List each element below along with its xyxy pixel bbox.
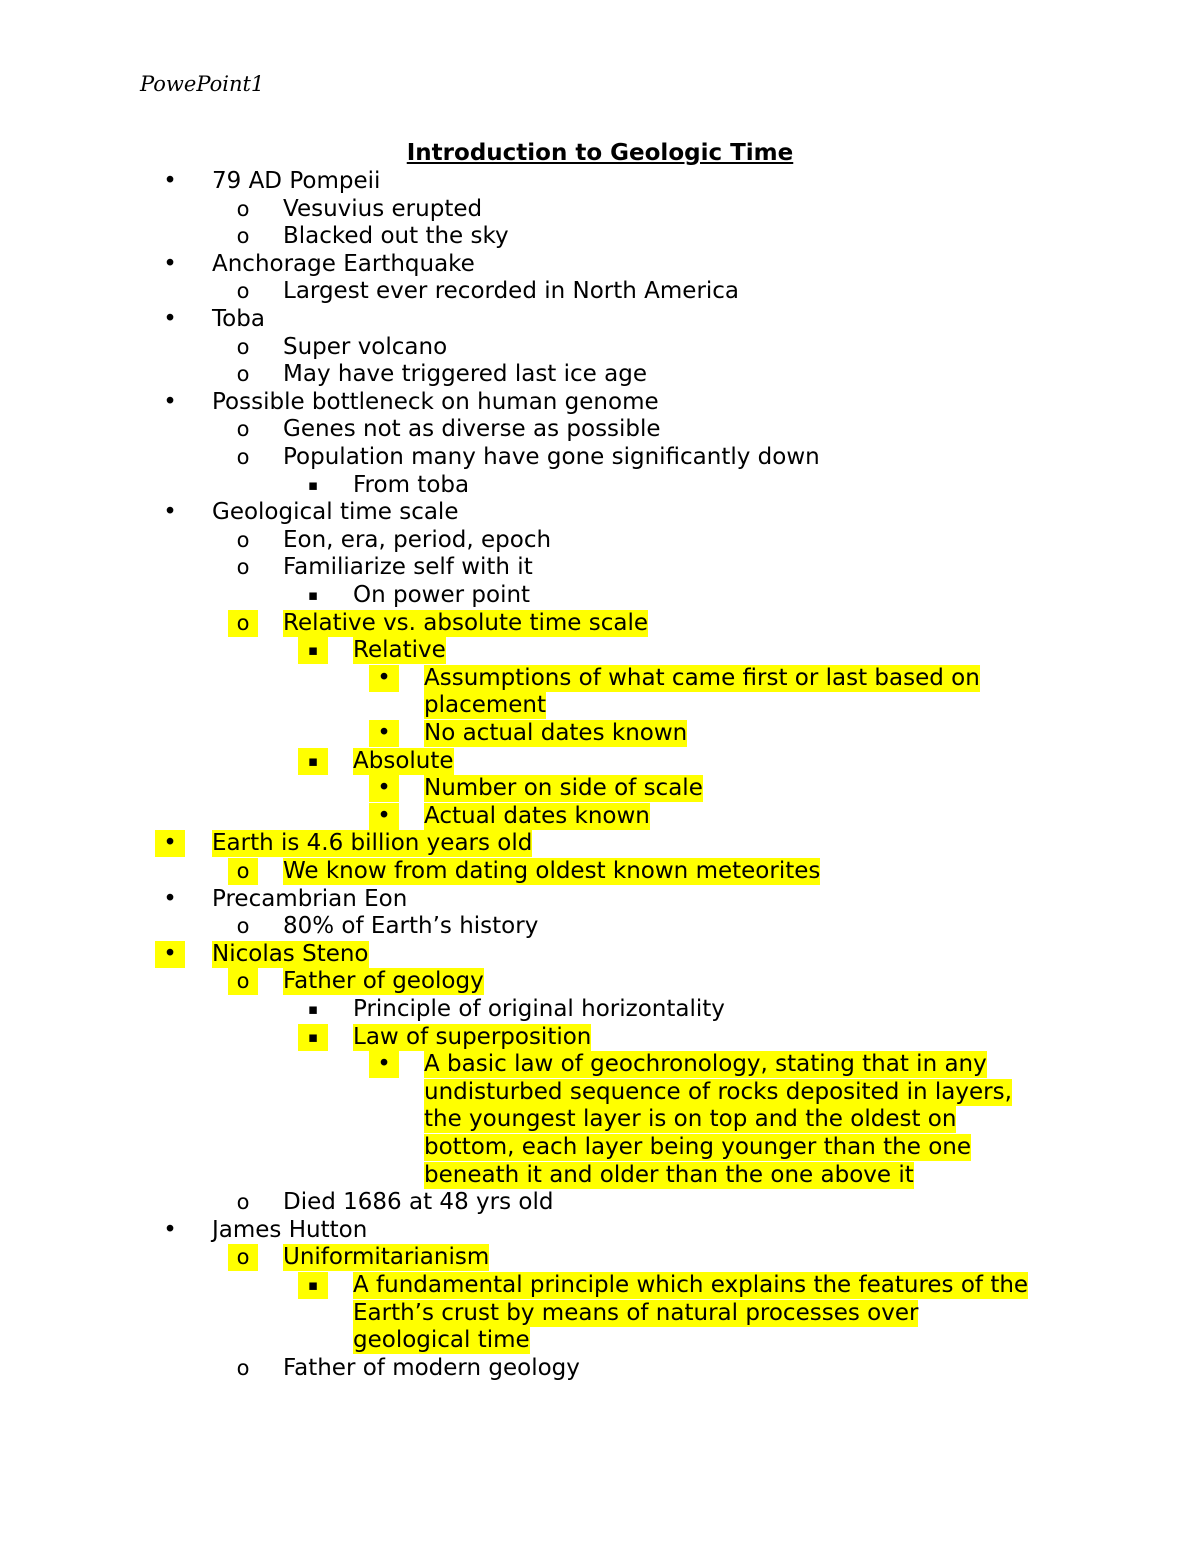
outline-item-text: Blacked out the sky (283, 223, 509, 250)
bullet-marker: o (236, 555, 250, 580)
outline-item-text: May have triggered last ice age (283, 361, 647, 388)
bullet-marker: ▪ (307, 1000, 319, 1018)
bullet-marker: • (163, 306, 177, 332)
bullet-marker: ▪ (298, 637, 328, 664)
outline-item-text: Super volcano (283, 333, 448, 360)
bullet-marker: o (236, 334, 250, 359)
outline-item-text: the youngest layer is on top and the oldest on (424, 1106, 957, 1133)
outline-item-text: undisturbed sequence of rocks deposited in layers, (424, 1078, 1012, 1105)
outline-item-text: Absolute (353, 747, 454, 774)
outline-item-text: 80% of Earth’s history (283, 913, 539, 940)
bullet-marker: • (369, 775, 399, 802)
bullet-marker: • (163, 388, 177, 415)
bullet-marker: o (236, 1190, 250, 1215)
outline-item-text: Assumptions of what came first or last based on (424, 664, 980, 691)
outline-item-text: Earth is 4.6 billion years old (212, 830, 533, 857)
outline-item-text: From toba (353, 471, 470, 498)
outline-item-text: On power point (353, 582, 531, 608)
bullet-marker: • (163, 885, 177, 912)
outline-item-text: Vesuvius erupted (283, 195, 483, 222)
outline-item-text: Earth’s crust by means of natural processes over (353, 1299, 919, 1326)
outline-item-text: placement (424, 692, 547, 719)
bullet-marker: o (236, 196, 250, 221)
outline-item-text: Father of modern geology (283, 1354, 580, 1381)
outline-item-text: Toba (212, 306, 265, 332)
bullet-marker: • (369, 803, 399, 830)
outline-item-text: No actual dates known (424, 720, 688, 746)
outline-item-text: Actual dates known (424, 802, 650, 829)
outline-item-text: Died 1686 at 48 yrs old (283, 1189, 554, 1216)
outline-item-text: Genes not as diverse as possible (283, 416, 661, 443)
bullet-marker: • (369, 1051, 399, 1078)
bullet-marker: o (236, 224, 250, 249)
bullet-marker: ▪ (298, 1024, 328, 1051)
bullet-marker: o (236, 417, 250, 442)
bullet-marker: • (155, 830, 185, 857)
outline-item-text: geological time (353, 1327, 530, 1354)
outline-item-text: Familiarize self with it (283, 554, 533, 581)
bullet-marker: • (163, 1216, 177, 1243)
bullet-marker: o (236, 527, 250, 552)
bullet-marker: ▪ (298, 1272, 328, 1299)
outline-item-text: Anchorage Earthquake (212, 250, 475, 277)
outline-item-text: 79 AD Pompeii (212, 168, 381, 194)
bullet-marker: ▪ (307, 475, 319, 494)
outline-item-text: Relative vs. absolute time scale (283, 609, 649, 636)
bullet-marker: o (228, 858, 258, 885)
outline-item-text: Uniformitarianism (283, 1244, 490, 1271)
bullet-marker: • (163, 250, 177, 277)
outline-item-text: A fundamental principle which explains the features of the (353, 1272, 1029, 1298)
bullet-marker: • (163, 168, 177, 194)
outline-item-text: James Hutton (212, 1216, 368, 1243)
outline-item-text: Nicolas Steno (212, 940, 369, 967)
outline-item-text: We know from dating oldest known meteorites (283, 858, 821, 884)
page-header: PowePoint1 (140, 72, 265, 96)
bullet-marker: • (163, 499, 177, 526)
document-title: Introduction to Geologic Time (406, 140, 794, 166)
bullet-marker: o (228, 968, 258, 995)
outline-item-text: Father of geology (283, 968, 484, 995)
outline-item-text: Possible bottleneck on human genome (212, 388, 659, 415)
bullet-marker: o (236, 914, 250, 939)
outline-item-text: Eon, era, period, epoch (283, 526, 552, 553)
outline-item-text: beneath it and older than the one above it (424, 1161, 914, 1188)
outline-item-text: Largest ever recorded in North America (283, 278, 740, 305)
outline-item-text: Law of superposition (353, 1023, 592, 1050)
outline-item-text: Number on side of scale (424, 775, 703, 802)
outline-item-text: Principle of original horizontality (353, 996, 725, 1022)
bullet-marker: ▪ (307, 586, 319, 604)
bullet-marker: • (369, 720, 399, 747)
bullet-marker: • (155, 941, 185, 968)
bullet-marker: o (236, 362, 250, 387)
bullet-marker: o (236, 1355, 250, 1380)
bullet-marker: • (369, 665, 399, 692)
outline-item-text: Population many have gone significantly down (283, 444, 820, 470)
outline-item-text: A basic law of geochronology, stating that in any (424, 1051, 987, 1078)
outline-item-text: Relative (353, 637, 446, 664)
bullet-marker: o (228, 1244, 258, 1271)
outline-item-text: Precambrian Eon (212, 885, 408, 912)
bullet-marker: o (236, 445, 250, 469)
bullet-marker: o (228, 610, 258, 637)
outline-item-text: Geological time scale (212, 499, 459, 526)
outline-item-text: bottom, each layer being younger than the one (424, 1134, 972, 1160)
bullet-marker: o (236, 279, 250, 304)
bullet-marker: ▪ (298, 748, 328, 775)
